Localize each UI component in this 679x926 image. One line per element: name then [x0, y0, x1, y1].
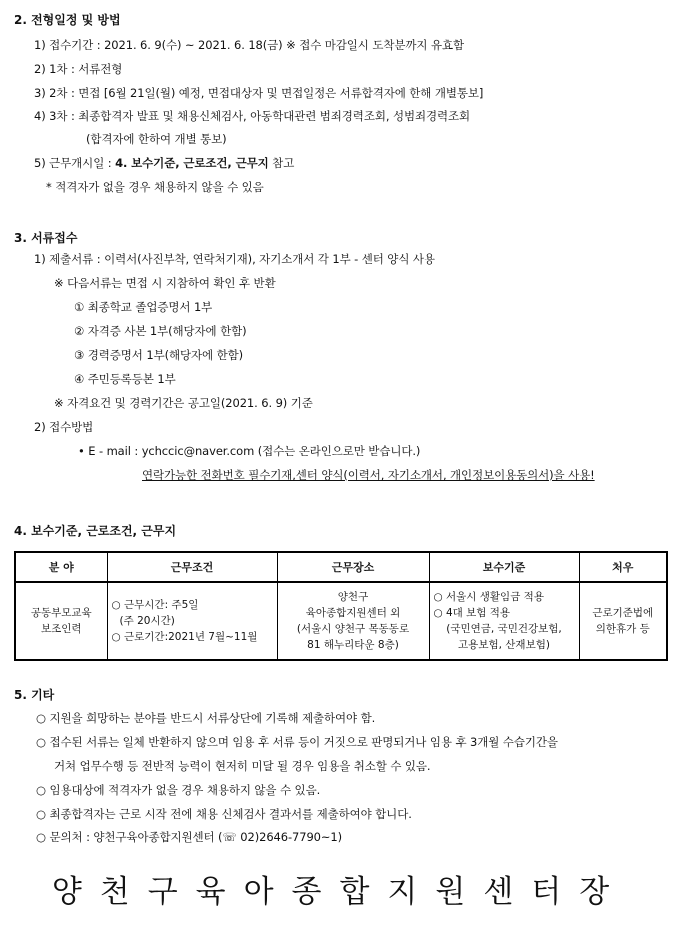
place-line: 81 해누리타운 8층) — [307, 639, 399, 651]
s5-line-1: ○ 지원을 희망하는 분야를 반드시 서류상단에 기록해 제출하여야 함. — [36, 711, 376, 725]
s3-item-3: ③ 경력증명서 1부(해당자에 한함) — [74, 348, 243, 362]
header-field: 분 야 — [15, 552, 107, 582]
s2-note: * 적격자가 없을 경우 채용하지 않을 수 있음 — [46, 180, 264, 194]
center-director-title: 양천구육아종합지원센터장 — [51, 874, 628, 910]
s3-item-4: ④ 주민등록등본 1부 — [74, 372, 176, 386]
place-line: 육아종합지원센터 외 — [305, 607, 401, 619]
s2-line-2: 2) 1차 : 서류전형 — [34, 62, 123, 76]
table-row — [15, 582, 667, 660]
condition-line: ○ 근로기간:2021년 7월~11월 — [111, 631, 258, 643]
cell-pay — [429, 582, 579, 660]
pay-line: ○ 4대 보험 적용 — [433, 607, 511, 619]
pay-line: 고용보험, 산재보험) — [458, 639, 550, 651]
place-line: 양천구 — [337, 591, 369, 603]
cell-field — [15, 582, 107, 660]
s3-line-3: ※ 자격요건 및 경력기간은 공고일(2021. 6. 9) 기준 — [54, 396, 313, 410]
header-benefit: 처우 — [579, 552, 667, 582]
cell-place — [277, 582, 429, 660]
s5-line-5: ○ 문의처 : 양천구육아종합지원센터 (☏ 02)2646-7790~1) — [36, 830, 343, 844]
benefit-line: 의한휴가 등 — [595, 623, 650, 635]
condition-line: (주 20시간) — [119, 615, 175, 627]
table-header-row — [15, 552, 667, 582]
s2-line-1: 1) 접수기간 : 2021. 6. 9(수) ~ 2021. 6. 18(금) ※ 접수 마감일시 도착분까지 유효함 — [34, 38, 464, 52]
section-4-heading: 4. 보수기준, 근로조건, 근무지 — [14, 524, 177, 538]
s5-line-3: ○ 임용대상에 적격자가 없을 경우 채용하지 않을 수 있음. — [36, 783, 321, 797]
s5-line-4: ○ 최종합격자는 근로 시작 전에 채용 신체검사 결과서를 제출하여야 합니다. — [36, 807, 412, 821]
header-place: 근무장소 — [277, 552, 429, 582]
s2-line-5-prefix: 5) 근무개시일 : — [34, 156, 116, 170]
s2-line-5-ref: 4. 보수기준, 근로조건, 근무지 — [115, 156, 269, 170]
conditions-table — [14, 551, 668, 661]
field-line: 보조인력 — [40, 623, 82, 635]
header-pay: 보수기준 — [429, 552, 579, 582]
section-5-heading: 5. 기타 — [14, 688, 55, 702]
s2-line-5 — [34, 155, 294, 171]
pay-line: (국민연금, 국민건강보험, — [446, 623, 562, 635]
header-condition: 근무조건 — [107, 552, 277, 582]
condition-line: ○ 근무시간: 주5일 — [111, 599, 199, 611]
section-3-heading: 3. 서류접수 — [14, 231, 78, 245]
s2-line-4b: (합격자에 한하여 개별 통보) — [86, 132, 227, 146]
s3-line-2: ※ 다음서류는 면접 시 지참하여 확인 후 반환 — [54, 276, 276, 290]
s3-item-1: ① 최종학교 졸업증명서 1부 — [74, 300, 213, 314]
s2-line-3: 3) 2차 : 면접 [6월 21일(월) 예정, 면접대상자 및 면접일정은 서류합격자에 한해 개별통보] — [34, 86, 484, 100]
field-line: 공동부모교육 — [30, 607, 92, 619]
benefit-line: 근로기준법에 — [592, 607, 654, 619]
s3-warning: 연락가능한 전화번호 필수기재,센터 양식(이력서, 자기소개서, 개인정보이용동의서)을 사용! — [142, 468, 595, 482]
cell-condition — [107, 582, 277, 660]
s3-line-1: 1) 제출서류 : 이력서(사진부착, 연락처기재), 자기소개서 각 1부 - 센터 양식 사용 — [34, 252, 435, 266]
s3-line-4: 2) 접수방법 — [34, 420, 94, 434]
place-line: (서울시 양천구 목동동로 — [296, 623, 410, 635]
pay-line: ○ 서울시 생활임금 적용 — [433, 591, 544, 603]
s5-line-2b: 거쳐 업무수행 등 전반적 능력이 현저히 미달 될 경우 임용을 취소할 수 있음. — [54, 759, 431, 773]
s2-line-5-suffix: 참고 — [268, 156, 295, 170]
s3-email: • E - mail : ychccic@naver.com (접수는 온라인으로만 받습니다.) — [78, 444, 421, 458]
s5-line-2: ○ 접수된 서류는 일체 반환하지 않으며 임용 후 서류 등이 거짓으로 판명되거나 임용 후 3개월 수습기간을 — [36, 735, 558, 749]
s2-line-4: 4) 3차 : 최종합격자 발표 및 채용신체검사, 아동학대관련 범죄경력조회, 성범죄경력조회 — [34, 109, 471, 123]
s3-item-2: ② 자격증 사본 1부(해당자에 한함) — [74, 324, 247, 338]
section-2-heading: 2. 전형일정 및 방법 — [14, 13, 121, 27]
cell-benefit — [579, 582, 667, 660]
